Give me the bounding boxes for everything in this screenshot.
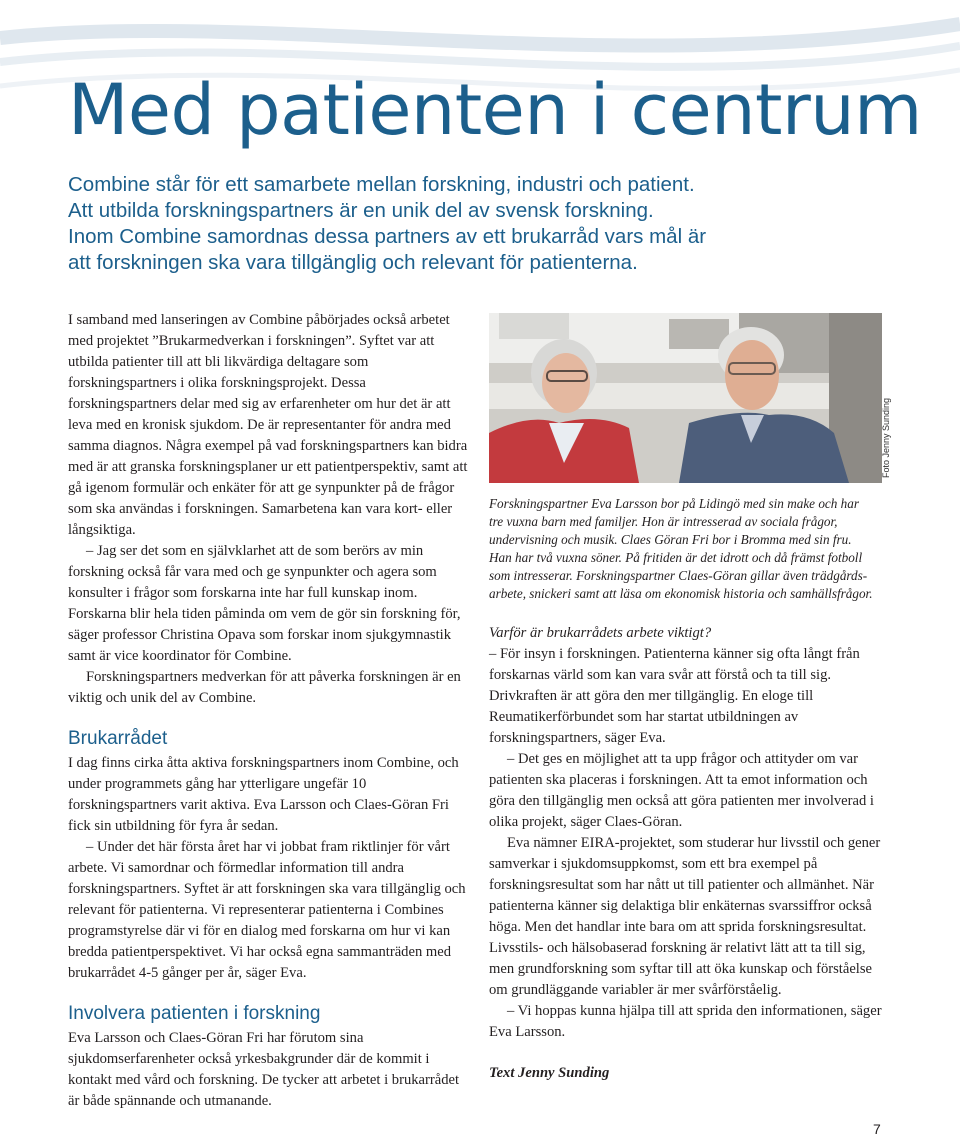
intro-line: Combine står för ett samarbete mellan forskning, industri och patient. (68, 173, 695, 196)
page-title: Med patienten i centrum (68, 69, 922, 151)
intro-line: Att utbilda forskningspartners är en unik del av svensk forskning. (68, 199, 654, 222)
body-paragraph: Forskningspartners medverkan för att påverka forskningen är en viktig och unik del av Combine. (68, 669, 461, 706)
intro-line: att forskningen ska vara tillgänglig och relevant för patienterna. (68, 251, 638, 274)
interview-question: Varför är brukarrådets arbete viktigt? (489, 625, 712, 641)
body-paragraph: – Det ges en möjlighet att ta upp frågor och attityder om var patienten ska placeras i forskningen. Att ta emot information och göra den tillgänglig men också att göra patienten mer involverad i olika projekt, säger Claes-Göran. (489, 751, 874, 830)
body-paragraph: I samband med lanseringen av Combine påbörjades också arbetet med projektet ”Brukarmedverkan i forskningen”. Syftet var att utbilda patienter till att bli likvärdiga deltagare som forskningspartners i olika forskningsprojekt. Dessa forskningspartners delar med sig av erfarenheter om hur det är att leva med en kronisk sjukdom. De är representanter för andra med samma diagnos. Några exempel på vad forskningspartners kan bidra med är att granska forskningsplaner ur ett patientperspektiv, samt att gå igenom formulär och enkäter för att ge synpunkter på de frågor som ska användas i forskningen. Samarbetena kan vara kort- eller långsiktiga. (68, 312, 468, 538)
caption-line: Forskningspartner Eva Larsson bor på Lidingö med sin make och har (489, 496, 859, 511)
portrait-photo (489, 313, 882, 483)
body-paragraph: I dag finns cirka åtta aktiva forskningspartners inom Combine, och under programmets gång har ytterligare ungefär 10 forskningspartners varit aktiva. Eva Larsson och Claes-Göran Fri fick sin utbildning för fyra år sedan. (68, 755, 459, 834)
body-paragraph: – Under det här första året har vi jobbat fram riktlinjer för vårt arbete. Vi samordnar och förmedlar information till andra forskningspartners. Syftet är att forskningen ska vara tillgänglig och relevant för patienterna. Vi representerar patienterna i Combines programstyrelse där vi för en dialog med forskarna om hur vi kan bredda patientperspektivet. Vi har också egna sammanträden med brukarrådet 4-5 gånger per år, säger Eva. (68, 839, 466, 981)
caption-line: tre vuxna barn med familjer. Hon är intresserad av sociala frågor, (489, 514, 838, 529)
author-credit: Text Jenny Sunding (489, 1065, 610, 1081)
caption-line: undervisning och musik. Claes Göran Fri bor i Bromma med sin fru. (489, 532, 852, 547)
body-paragraph: – Jag ser det som en självklarhet att de som berörs av min forskning också får vara med och ge synpunkter och agera som konsulter i frågor som forskarna inte har full kunskap inom. Forskarna blir hela tiden påminda om vem de gör sin forskning för, säger professor Christina Opava som forskar inom sjukgymnastik samt är vice koordinator för Combine. (68, 543, 461, 664)
right-column (489, 622, 885, 1084)
intro-lead (68, 172, 748, 276)
intro-line: Inom Combine samordnas dessa partners av ett brukarråd vars mål är (68, 225, 707, 248)
body-paragraph: – För insyn i forskningen. Patienterna känner sig ofta långt från forskarnas värld som kan vara svår att förstå och ta till sig. Drivkraften är att göra den mer tillgänglig. En eloge till Reumatikerförbundet som har startat utbildningen av forskningspartners, säger Eva. (489, 646, 860, 746)
left-column (68, 310, 470, 1112)
caption-line: Han har två vuxna söner. På fritiden är det idrott och då främst fotboll (489, 550, 863, 565)
section-heading-involvera: Involvera patienten i forskning (68, 1003, 321, 1024)
caption-line: arbete, snickeri samt att läsa om ekonomisk historia och samhällsfrågor. (489, 586, 873, 601)
body-paragraph: Eva Larsson och Claes-Göran Fri har förutom sina sjukdomserfarenheter också yrkesbakgrunder där de kommit i kontakt med vård och forskning. De tycker att arbetet i brukarrådet är både spännande och utmanande. (68, 1030, 460, 1109)
body-paragraph: Eva nämner EIRA-projektet, som studerar hur livsstil och gener samverkar i sjukdomsuppkomst, som ett bra exempel på forskningsresultat som har nått ut till patienter och allmänhet. När patienterna känner sig delaktiga blir enkäternas svarssiffror också höga. Men det handlar inte bara om att sprida forskningsresultat. Livsstils- och hälsobaserad forskning är relativt lätt att ta till sig, men grundforskning som syftar till att öka kunskap och förståelse om grundläggande variabler är mer svårförståelig. (489, 835, 881, 998)
photo-credit: Foto Jenny Sunding (881, 397, 891, 478)
caption-line: som intresserar. Forskningspartner Claes-Göran gillar även trädgårds- (489, 568, 868, 583)
photo-caption (489, 495, 889, 603)
page-number: 7 (873, 1121, 881, 1137)
section-heading-brukarradet: Brukarrådet (68, 728, 168, 749)
body-paragraph: – Vi hoppas kunna hjälpa till att sprida den informationen, säger Eva Larsson. (489, 1003, 882, 1040)
